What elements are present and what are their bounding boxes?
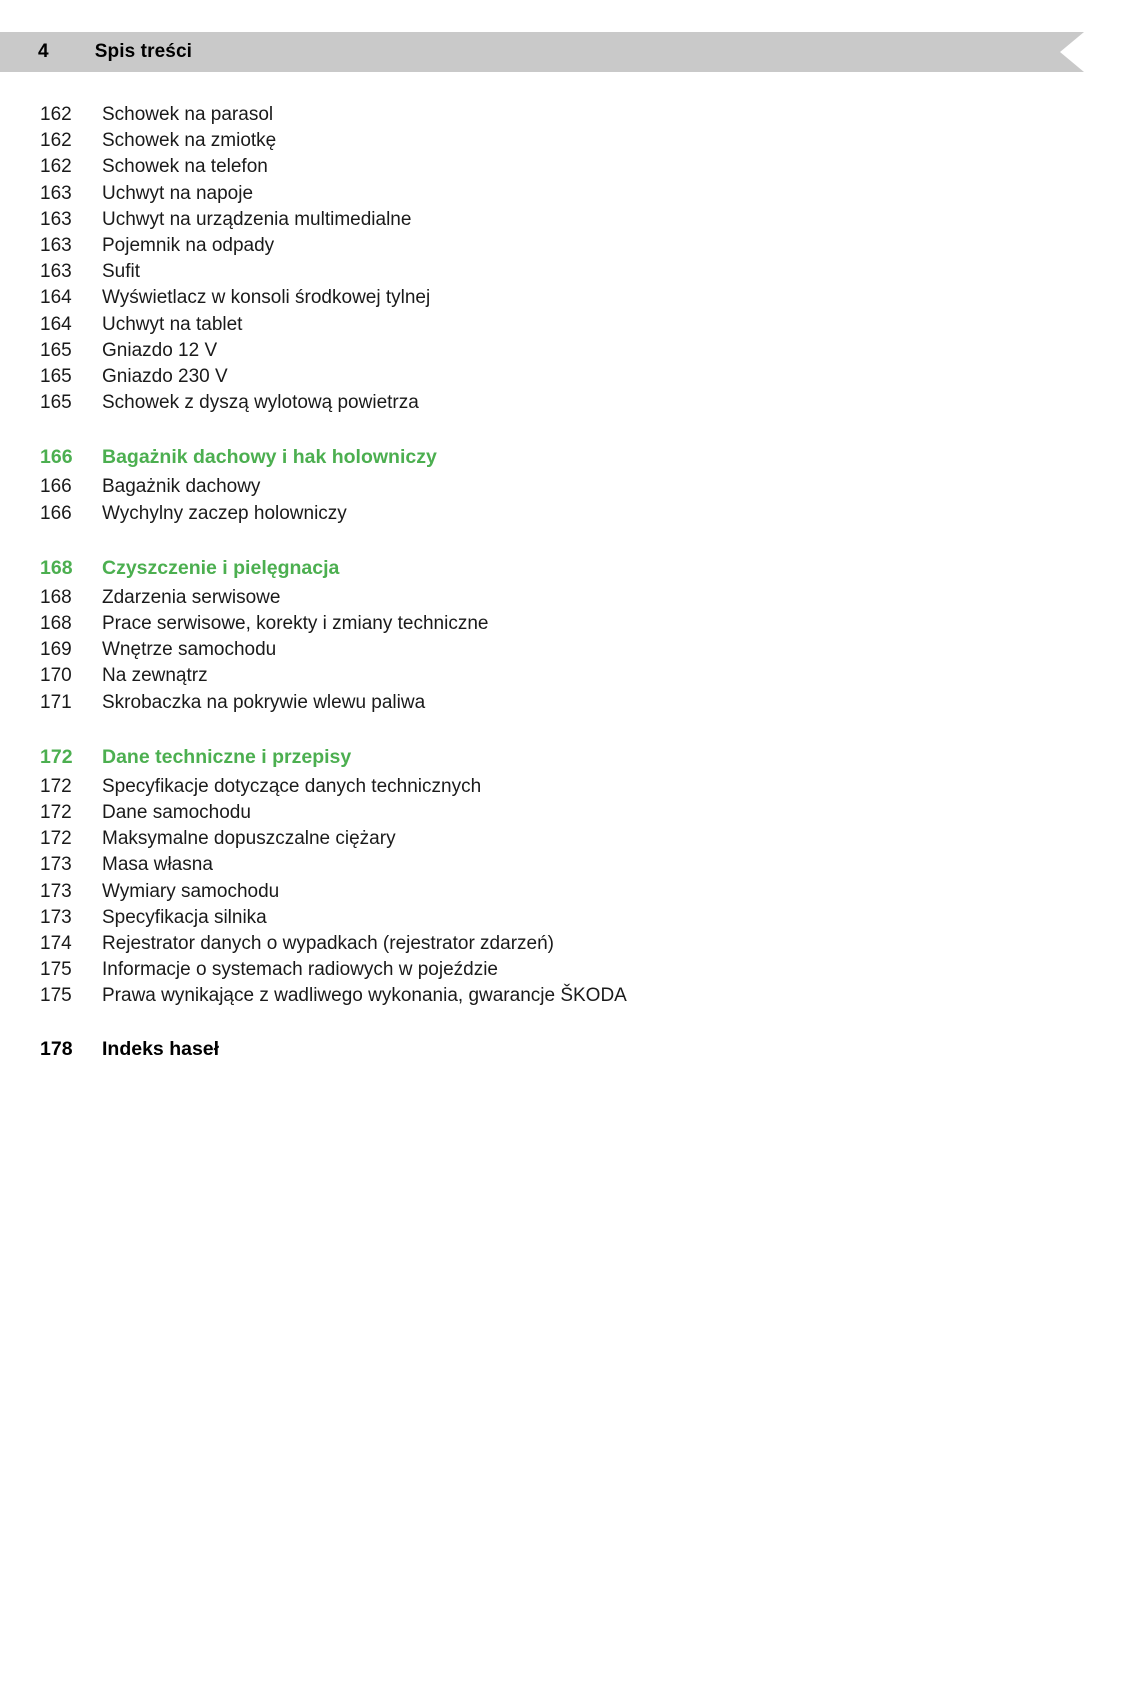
toc-entry-page: 173 <box>40 880 72 902</box>
toc-group <box>40 742 1142 1010</box>
toc-entry-label: Schowek na parasol <box>102 104 274 125</box>
toc-entry-label: Schowek z dyszą wylotową powietrza <box>102 392 419 414</box>
page-title: Spis treści <box>94 41 192 62</box>
toc-entry[interactable] <box>40 957 1142 983</box>
toc-entry[interactable] <box>40 931 1142 957</box>
toc-entry-page: 162 <box>40 104 72 125</box>
toc-entry-page: 168 <box>40 613 72 635</box>
toc-entry-page: 165 <box>40 366 72 388</box>
toc-entry-label: Uchwyt na urządzenia multimedialne <box>102 208 412 230</box>
toc-index-entry[interactable] <box>40 1036 1142 1062</box>
toc-entry-label: Skrobaczka na pokrywie wlewu paliwa <box>102 691 426 713</box>
toc-entry-page: 169 <box>40 639 72 661</box>
toc-entry-label: Wyświetlacz w konsoli środkowej tylnej <box>102 287 431 309</box>
toc-entry-page: 166 <box>40 476 72 498</box>
toc-entry[interactable] <box>40 690 1142 716</box>
toc-entry[interactable] <box>40 181 1142 207</box>
toc-entry-label: Wnętrze samochodu <box>102 639 277 661</box>
toc-entry[interactable] <box>40 207 1142 233</box>
toc-entry[interactable] <box>40 501 1142 527</box>
toc-entry-page: 163 <box>40 182 72 204</box>
toc-entry[interactable] <box>40 338 1142 364</box>
toc-entry-label: Pojemnik na odpady <box>102 235 275 257</box>
toc-entry[interactable] <box>40 800 1142 826</box>
toc-entry-label: Informacje o systemach radiowych w pojeździe <box>102 959 499 981</box>
header-page-number: 4 <box>38 41 49 62</box>
toc-entry-page: 162 <box>40 156 72 178</box>
toc-entry-page: 162 <box>40 130 72 152</box>
toc-entry-label: Schowek na telefon <box>102 156 268 178</box>
toc-section-page: 168 <box>40 556 73 579</box>
table-of-contents <box>0 102 1142 1062</box>
header-band-tip <box>1060 32 1084 72</box>
toc-entry[interactable] <box>40 259 1142 285</box>
toc-section-heading[interactable] <box>40 742 1142 772</box>
toc-entry[interactable] <box>40 611 1142 637</box>
toc-entry[interactable] <box>40 364 1142 390</box>
toc-entry[interactable] <box>40 879 1142 905</box>
toc-section-page: 166 <box>40 446 73 469</box>
toc-group <box>40 442 1142 526</box>
toc-entry-label: Wymiary samochodu <box>102 880 280 902</box>
toc-group <box>40 102 1142 416</box>
toc-entry[interactable] <box>40 390 1142 416</box>
toc-entry-label: Rejestrator danych o wypadkach (rejestrator zdarzeń) <box>102 933 554 955</box>
toc-entry[interactable] <box>40 852 1142 878</box>
toc-entry-page: 172 <box>40 802 72 824</box>
toc-entry[interactable] <box>40 774 1142 800</box>
toc-entry-page: 173 <box>40 854 72 876</box>
toc-entry[interactable] <box>40 312 1142 338</box>
toc-entry-page: 172 <box>40 828 72 850</box>
toc-entry-label: Zdarzenia serwisowe <box>102 586 281 608</box>
toc-entry-label: Dane samochodu <box>102 802 251 824</box>
toc-entry-page: 165 <box>40 392 72 414</box>
toc-entry-label: Gniazdo 12 V <box>102 339 218 361</box>
toc-section-label: Dane techniczne i przepisy <box>102 745 352 768</box>
toc-entry-page: 164 <box>40 313 72 335</box>
toc-entry[interactable] <box>40 826 1142 852</box>
toc-entry[interactable] <box>40 663 1142 689</box>
toc-section-heading[interactable] <box>40 553 1142 583</box>
toc-entry[interactable] <box>40 233 1142 259</box>
toc-entry[interactable] <box>40 474 1142 500</box>
toc-section-label: Bagażnik dachowy i hak holowniczy <box>102 446 437 469</box>
toc-entry-page: 173 <box>40 906 72 928</box>
toc-entry-label: Uchwyt na tablet <box>102 313 243 335</box>
toc-entry-label: Specyfikacja silnika <box>102 906 267 928</box>
toc-entry[interactable] <box>40 983 1142 1009</box>
toc-entry[interactable] <box>40 637 1142 663</box>
toc-entry-page: 163 <box>40 235 72 257</box>
toc-entry[interactable] <box>40 905 1142 931</box>
toc-entry-label: Specyfikacje dotyczące danych technicznych <box>102 775 482 797</box>
toc-entry-page: 175 <box>40 985 72 1007</box>
toc-entry-page: 164 <box>40 287 72 309</box>
toc-entry-page: 165 <box>40 339 72 361</box>
toc-entry-page: 174 <box>40 933 72 955</box>
toc-entry-page: 163 <box>40 208 72 230</box>
toc-entry-label: Na zewnątrz <box>102 665 208 687</box>
toc-entry-page: 168 <box>40 586 72 608</box>
toc-entry[interactable] <box>40 102 1142 128</box>
toc-entry-page: 175 <box>40 959 72 981</box>
toc-section-label: Czyszczenie i pielęgnacja <box>102 556 340 579</box>
toc-entry[interactable] <box>40 585 1142 611</box>
toc-entry-page: 170 <box>40 665 72 687</box>
toc-index-page: 178 <box>40 1037 73 1060</box>
toc-entry-label: Prace serwisowe, korekty i zmiany techniczne <box>102 613 489 635</box>
toc-entry[interactable] <box>40 128 1142 154</box>
toc-entry[interactable] <box>40 285 1142 311</box>
toc-section-page: 172 <box>40 745 73 768</box>
toc-entry-page: 172 <box>40 775 72 797</box>
toc-entry-label: Uchwyt na napoje <box>102 182 254 204</box>
toc-entry-label: Bagażnik dachowy <box>102 476 261 498</box>
toc-entry-page: 166 <box>40 502 72 524</box>
toc-entry[interactable] <box>40 154 1142 180</box>
toc-section-heading[interactable] <box>40 442 1142 472</box>
toc-entry-label: Wychylny zaczep holowniczy <box>102 502 347 524</box>
toc-group <box>40 553 1142 716</box>
toc-entry-label: Sufit <box>102 261 141 283</box>
toc-entry-page: 171 <box>40 691 72 713</box>
toc-index-label: Indeks haseł <box>102 1037 220 1060</box>
toc-entry-label: Gniazdo 230 V <box>102 366 228 388</box>
toc-entry-label: Prawa wynikające z wadliwego wykonania, gwarancje ŠKODA <box>102 985 627 1007</box>
toc-entry-label: Schowek na zmiotkę <box>102 130 277 152</box>
toc-entry-page: 163 <box>40 261 72 283</box>
toc-entry-label: Maksymalne dopuszczalne ciężary <box>102 828 396 850</box>
page-header <box>0 32 1095 72</box>
toc-entry-label: Masa własna <box>102 854 213 876</box>
